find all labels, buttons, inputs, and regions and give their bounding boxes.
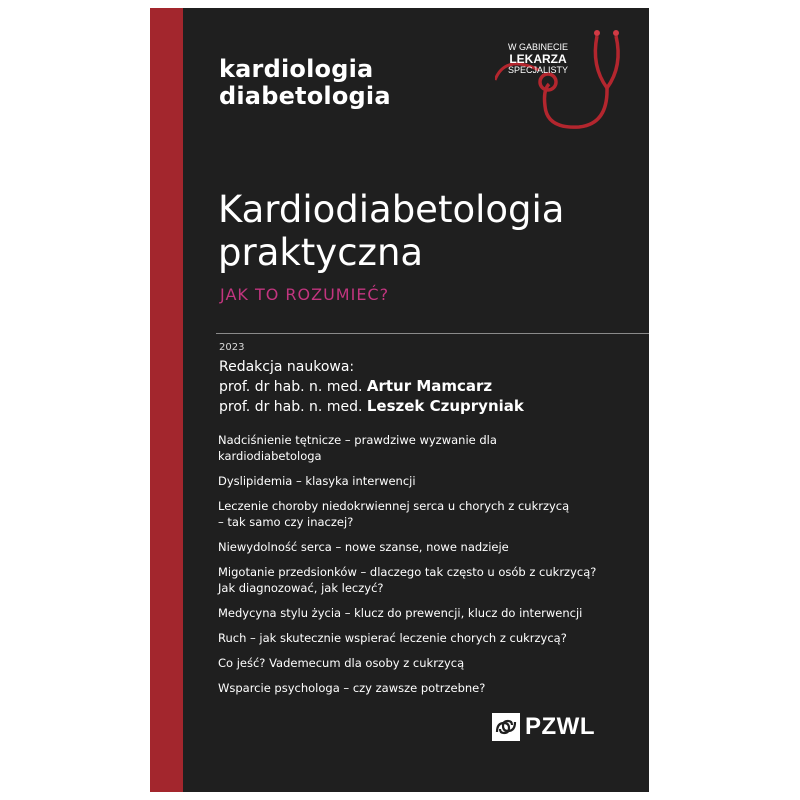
series-line-1: kardiologia — [219, 55, 374, 83]
topic-line: Wsparcie psychologa – czy zawsze potrzebne? — [218, 681, 486, 695]
editor-line — [219, 377, 524, 397]
red-spine-band — [150, 8, 183, 792]
book-cover — [150, 8, 649, 792]
topic-item — [218, 432, 638, 464]
topics-list — [218, 432, 638, 705]
book-title — [218, 188, 564, 274]
badge-line-2: LEKARZA — [509, 52, 567, 66]
topic-line: – tak samo czy inaczej? — [218, 515, 354, 529]
topic-item — [218, 655, 638, 671]
topic-line: Co jeść? Vademecum dla osoby z cukrzycą — [218, 656, 465, 670]
topic-line: Dyslipidemia – klasyka interwencji — [218, 474, 416, 488]
topic-line: kardiodiabetologa — [218, 449, 322, 463]
editor-line — [219, 397, 524, 417]
topic-item — [218, 473, 638, 489]
topic-item — [218, 564, 638, 596]
series-line-2: diabetologia — [219, 82, 391, 110]
badge-line-3: SPECJALISTY — [507, 65, 569, 75]
topic-item — [218, 605, 638, 621]
editor-name: Artur Mamcarz — [366, 377, 493, 395]
divider — [216, 333, 649, 334]
publication-year: 2023 — [219, 342, 245, 353]
topic-item — [218, 498, 638, 530]
publisher-mark-icon — [492, 713, 520, 741]
badge-line-1: W GABINECIE — [507, 42, 568, 52]
editor-name: Leszek Czupryniak — [366, 397, 524, 415]
series-title — [219, 56, 391, 110]
series-badge — [495, 26, 640, 136]
topic-line: Nadciśnienie tętnicze – prawdziwe wyzwanie dla — [218, 433, 497, 447]
badge-text — [495, 42, 581, 76]
title-line-2: praktyczna — [218, 231, 424, 274]
title-line-1: Kardiodiabetologia — [218, 188, 565, 231]
topic-item — [218, 630, 638, 646]
publisher-name: PZWL — [525, 713, 595, 740]
editors-block — [219, 358, 524, 417]
topic-line: Jak diagnozować, jak leczyć? — [218, 581, 384, 595]
editor-prefix: prof. dr hab. n. med. — [219, 379, 363, 395]
editor-prefix: prof. dr hab. n. med. — [219, 399, 363, 415]
topic-line: Migotanie przedsionków – dlaczego tak często u osób z cukrzycą? — [218, 565, 597, 579]
topic-line: Leczenie choroby niedokrwiennej serca u chorych z cukrzycą — [218, 499, 570, 513]
topic-item — [218, 539, 638, 555]
book-subtitle: JAK TO ROZUMIEĆ? — [220, 285, 390, 304]
publisher-logo — [492, 713, 595, 741]
topic-line: Ruch – jak skutecznie wspierać leczenie chorych z cukrzycą? — [218, 631, 567, 645]
topic-line: Niewydolność serca – nowe szanse, nowe nadzieje — [218, 540, 509, 554]
topic-line: Medycyna stylu życia – klucz do prewencji, klucz do interwencji — [218, 606, 583, 620]
topic-item — [218, 680, 638, 696]
editors-heading: Redakcja naukowa: — [219, 359, 355, 375]
